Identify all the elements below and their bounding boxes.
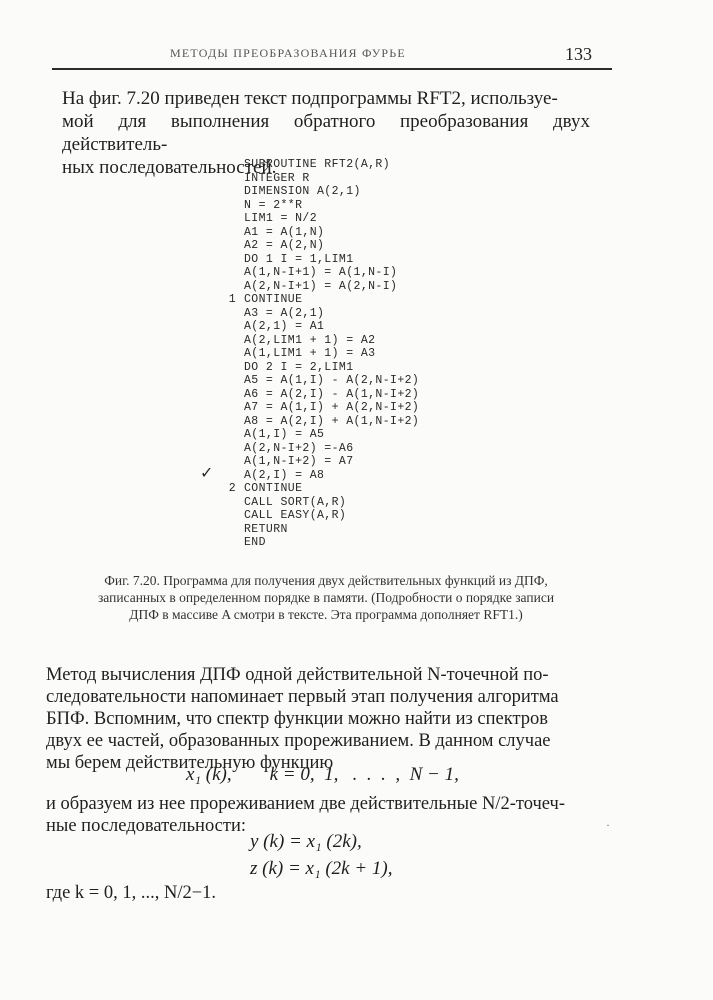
code-line-text: CONTINUE (244, 482, 303, 495)
code-line (222, 280, 419, 294)
code-line (222, 469, 419, 483)
code-line (222, 482, 419, 496)
handwritten-check-mark: ✓ (200, 463, 214, 482)
code-line (222, 307, 419, 321)
code-line (222, 185, 419, 199)
code-line (222, 523, 419, 537)
formula-x1: x₁ (k), k = 0, 1, . . . , N − 1, (186, 764, 459, 785)
code-line (222, 509, 419, 523)
code-line-text: DIMENSION A(2,1) (244, 185, 361, 198)
code-line-text: CALL SORT(A,R) (244, 495, 347, 509)
header-rule (52, 68, 612, 70)
code-line-text: DO 2 I = 2,LIM1 (244, 360, 354, 374)
code-line-label: 1 (228, 293, 236, 306)
code-line-text: CONTINUE (244, 293, 303, 306)
code-line (222, 226, 419, 240)
code-line-text: A7 = A(1,I) + A(2,N-I+2) (244, 401, 420, 414)
code-line-text: A(1,N-I+2) = A7 (244, 455, 354, 468)
code-line (222, 455, 419, 469)
code-line-text: A(2,N-I+2) =-A6 (244, 441, 354, 455)
code-line (222, 320, 419, 334)
code-line (222, 334, 419, 348)
code-line-text: A8 = A(2,I) + A(1,N-I+2) (244, 414, 420, 428)
code-line-text: A5 = A(1,I) - A(2,N-I+2) (244, 374, 420, 387)
code-line (222, 212, 419, 226)
code-line-text: INTEGER R (244, 171, 310, 185)
body-paragraph-1: Метод вычисления ДПФ одной действительной N-точечной по- следовательности напоминает первый этап получения алгоритма БПФ. Вспомним, что спектр функции можно найти из спектров двух ее частей, образованных прореживанием. В данном случае мы берем действительную функцию (46, 665, 559, 773)
code-line (222, 536, 419, 550)
fortran-listing (222, 158, 419, 550)
body-paragraph-3: где k = 0, 1, ..., N/2−1. (46, 883, 217, 903)
code-line (222, 239, 419, 253)
code-line-text: A(2,1) = A1 (244, 320, 325, 333)
scan-speck: · (606, 818, 610, 832)
code-line (222, 361, 419, 375)
code-line (222, 374, 419, 388)
code-line (222, 388, 419, 402)
code-line (222, 172, 419, 186)
code-line (222, 253, 419, 267)
code-line-text: A2 = A(2,N) (244, 239, 325, 252)
body-paragraph-2: и образуем из нее прореживанием две действительные N/2-точеч- ные последовательности: (46, 794, 565, 836)
code-line-text: A6 = A(2,I) - A(1,N-I+2) (244, 387, 420, 401)
intro-paragraph: На фиг. 7.20 приведен текст подпрограммы RFT2, используе- мой для выполнения обратного преобразования двух действитель- ных последовательностей. (62, 88, 590, 178)
code-line (222, 293, 419, 307)
code-line (222, 266, 419, 280)
code-line-text: RETURN (244, 522, 288, 536)
code-line-text: SUBROUTINE RFT2(A,R) (244, 158, 391, 171)
code-line-text: N = 2**R (244, 198, 303, 212)
code-line-text: A(1,LIM1 + 1) = A3 (244, 347, 376, 360)
code-line-text: END (244, 536, 266, 549)
code-line-text: DO 1 I = 1,LIM1 (244, 252, 354, 266)
formula-z: z (k) = x₁ (2k + 1), (250, 858, 393, 879)
code-line (222, 428, 419, 442)
code-line (222, 158, 419, 172)
code-line-text: A(1,N-I+1) = A(1,N-I) (244, 266, 398, 279)
code-line-text: A3 = A(2,1) (244, 306, 325, 320)
page-number: 133 (565, 44, 592, 64)
code-line (222, 199, 419, 213)
code-line (222, 496, 419, 510)
code-line (222, 442, 419, 456)
formula-y: y (k) = x₁ (2k), (250, 831, 362, 852)
code-line-text: A(2,LIM1 + 1) = A2 (244, 333, 376, 347)
code-line (222, 347, 419, 361)
code-line-label: 2 (228, 482, 236, 495)
code-line-text: A(1,I) = A5 (244, 428, 325, 441)
running-title: МЕТОДЫ ПРЕОБРАЗОВАНИЯ ФУРЬЕ (170, 46, 406, 60)
code-line-text: A(2,N-I+1) = A(2,N-I) (244, 279, 398, 293)
code-line-text: LIM1 = N/2 (244, 212, 318, 225)
code-line-text: CALL EASY(A,R) (244, 509, 347, 522)
code-line-text: A1 = A(1,N) (244, 225, 325, 239)
code-line (222, 401, 419, 415)
figure-caption: Фиг. 7.20. Программа для получения двух действительных функций из ДПФ, записанных в определенном порядке в памяти. (Подробности о порядке записи ДПФ в массиве A смотри в тексте. Эта программа дополняет RFT1.) (97, 573, 555, 622)
code-line (222, 415, 419, 429)
code-line-text: A(2,I) = A8 (244, 468, 325, 482)
